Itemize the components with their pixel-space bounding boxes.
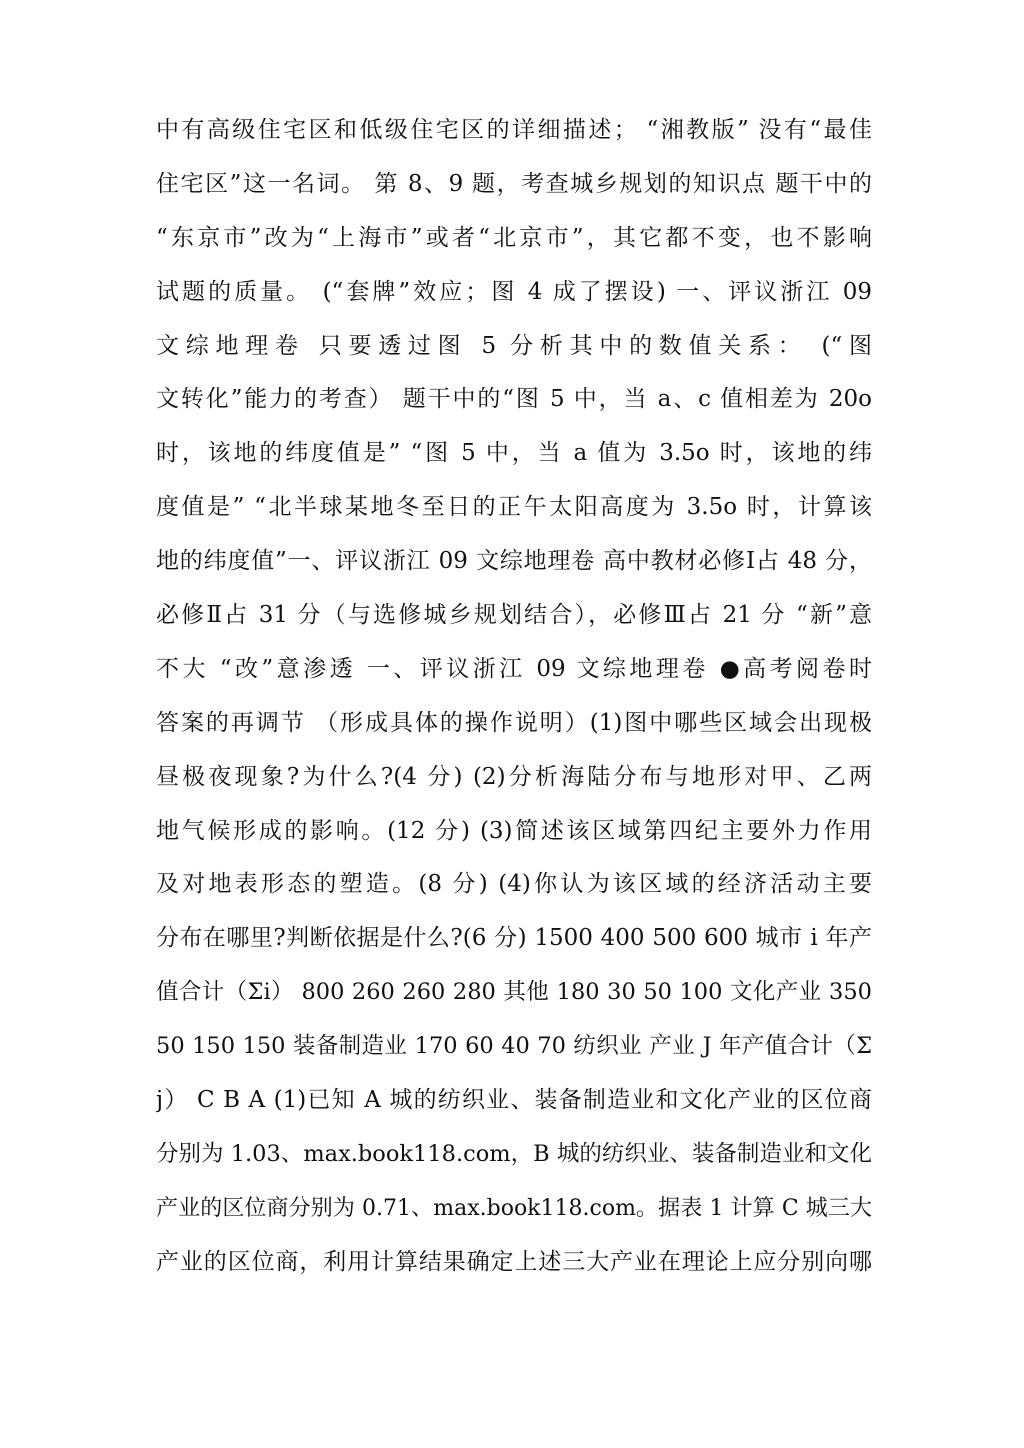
text-line-8: 度值是” “北半球某地冬至日的正午太阳高度为 3.5o 时，计算该 (156, 494, 872, 521)
text-line-14: 地气候形成的影响。(12 分) (3)简述该区域第四纪主要外力作用 (156, 817, 872, 844)
text-line-6: 文转化”能力的考查） 题干中的“图 5 中，当 a、c 值相差为 20o (156, 386, 872, 413)
text-line-4: 试题的质量。 (“套牌”效应；图 4 成了摆设) 一、评议浙江 09 (156, 278, 872, 305)
text-line-11: 不大 “改”意渗透 一、评议浙江 09 文综地理卷 ●高考阅卷时 (156, 655, 872, 682)
body-text (156, 104, 872, 1290)
text-line-21: 产业的区位商分别为 0.71、max.book118.com。据表 1 计算 C 城三大 (156, 1195, 872, 1221)
text-line-18: 50 150 150 装备制造业 170 60 40 70 纺织业 产业 J 年产值合计（Σ (156, 1033, 872, 1060)
text-line-2: 住宅区”这一名词。 第 8、9 题，考查城乡规划的知识点 题干中的 (156, 170, 872, 197)
text-line-20: 分别为 1.03、max.book118.com，B 城的纺织业、装备制造业和文化 (156, 1140, 872, 1167)
text-line-5: 文综地理卷 只要透过图 5 分析其中的数值关系： (“图 (156, 332, 872, 359)
text-line-16: 分布在哪里?判断依据是什么?(6 分) 1500 400 500 600 城市 i 年产 (156, 925, 872, 952)
text-line-22: 产业的区位商，利用计算结果确定上述三大产业在理论上应分别向哪 (156, 1248, 872, 1275)
text-line-9: 地的纬度值”一、评议浙江 09 文综地理卷 高中教材必修Ⅰ占 48 分， (156, 548, 872, 575)
text-line-7: 时，该地的纬度值是” “图 5 中，当 a 值为 3.5o 时，该地的纬 (156, 440, 872, 467)
text-line-13: 昼极夜现象?为什么?(4 分) (2)分析海陆分布与地形对甲、乙两 (156, 763, 872, 790)
text-line-15: 及对地表形态的塑造。(8 分) (4)你认为该区域的经济活动主要 (156, 871, 872, 898)
text-line-17: 值合计（Σi） 800 260 260 280 其他 180 30 50 100 文化产业 350 (156, 979, 872, 1006)
text-line-19: j） C B A (1)已知 A 城的纺织业、装备制造业和文化产业的区位商 (156, 1087, 872, 1114)
text-line-10: 必修Ⅱ占 31 分（与选修城乡规划结合），必修Ⅲ占 21 分 “新”意 (156, 602, 872, 629)
text-line-1: 中有高级住宅区和低级住宅区的详细描述； “湘教版” 没有“最佳 (156, 117, 872, 143)
text-line-3: “东京市”改为“上海市”或者“北京市”，其它都不变，也不影响 (156, 224, 872, 251)
text-line-12: 答案的再调节 （形成具体的操作说明）(1)图中哪些区域会出现极 (156, 709, 872, 736)
